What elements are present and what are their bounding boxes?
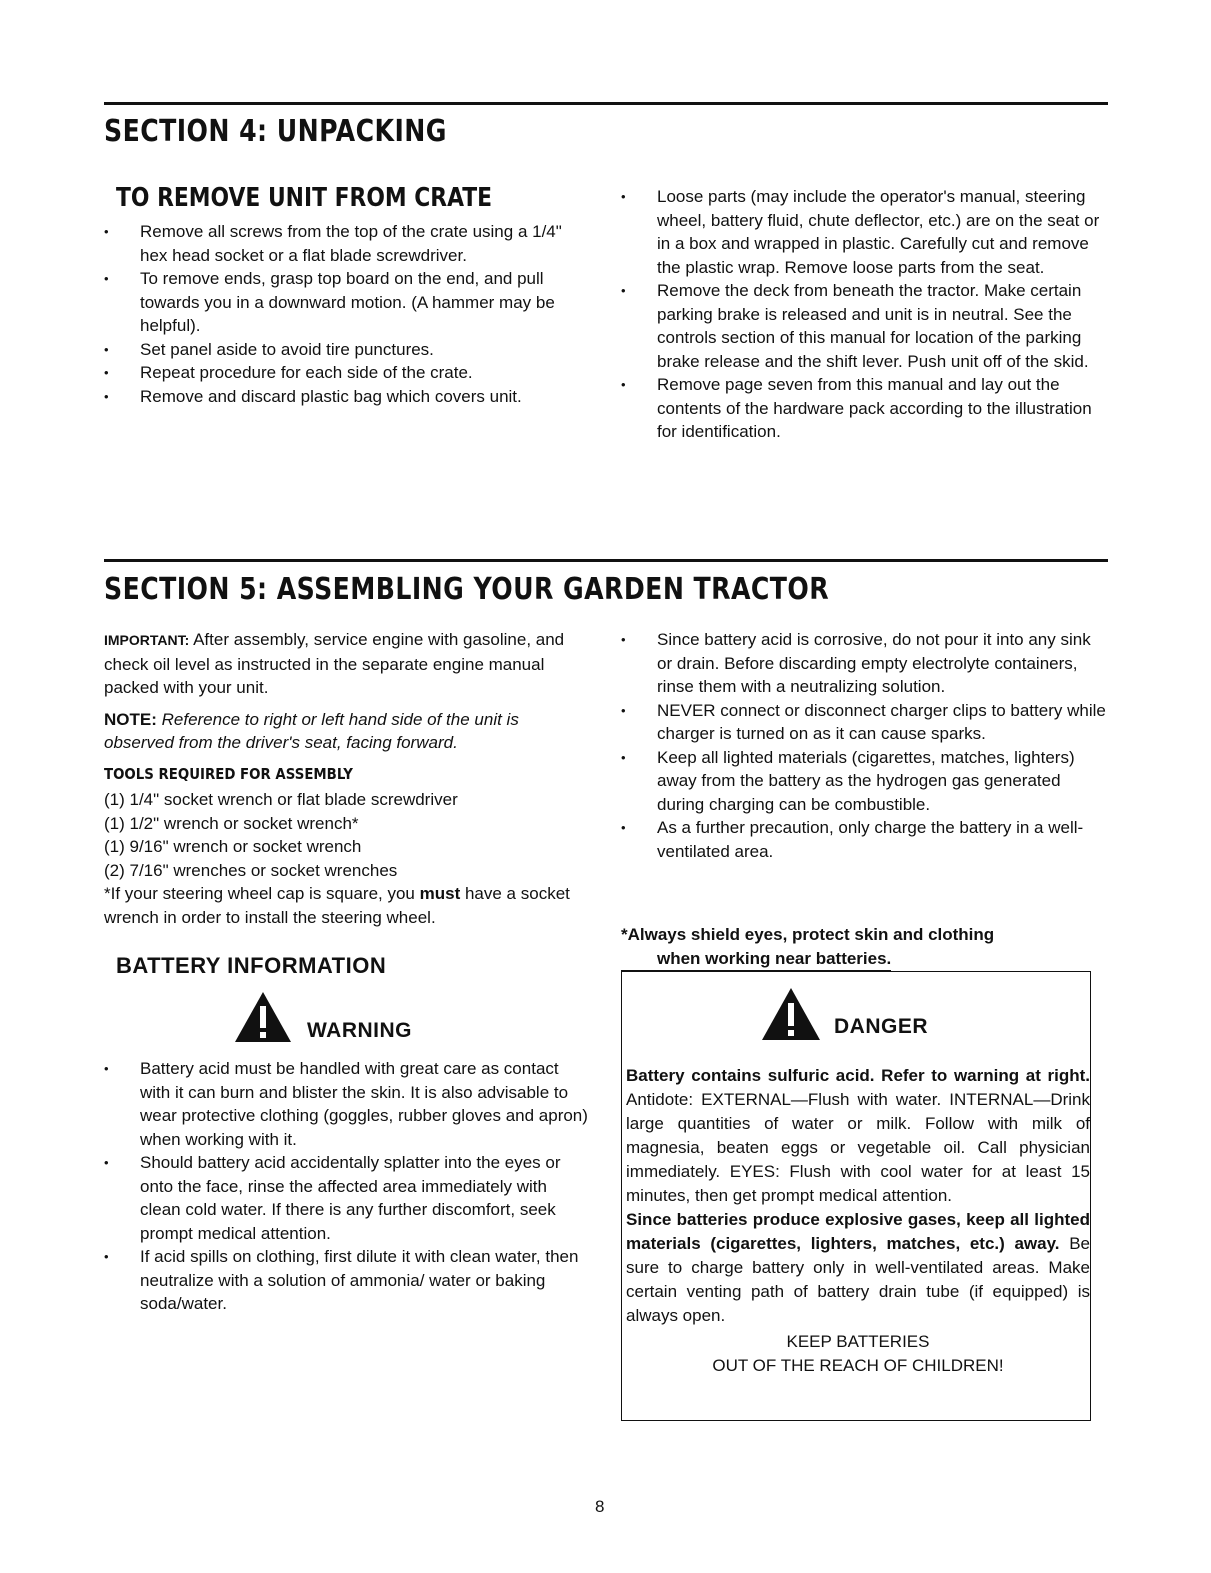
list-item: • Battery acid must be handled with great care as contact with it can burn and blister the skin. It is also advisable to wear protective clothing (goggles, rubber gloves and apron) when working with it. bbox=[104, 1057, 588, 1151]
tool-item: (1) 9/16" wrench or socket wrench bbox=[104, 837, 362, 856]
danger-text-1: Antidote: EXTERNAL—Flush with water. INTERNAL—Drink large quantities of water or milk. Follow with milk of magnesia, beaten eggs or vegetable oil. Call physician immediately. EYES: Flush with cool water for at least 15 minutes, then get prompt medical attention. bbox=[626, 1090, 1090, 1205]
list-item: • If acid spills on clothing, first dilute it with clean water, then neutralize with a solution of ammonia/ water or baking soda/water. bbox=[104, 1245, 588, 1316]
section4-right-list bbox=[621, 185, 1107, 444]
note-paragraph bbox=[104, 708, 590, 755]
section4-left-column bbox=[104, 220, 588, 408]
list-item: • Repeat procedure for each side of the crate. bbox=[104, 361, 588, 385]
battery-warning-column bbox=[104, 1057, 588, 1316]
always-notice-line2: when working near batteries. bbox=[621, 947, 891, 972]
section5-right-column bbox=[621, 628, 1107, 863]
steering-note-text-end: have a socket wrench in order to install the steering wheel. bbox=[104, 884, 570, 927]
tool-item: (2) 7/16" wrenches or socket wrenches bbox=[104, 860, 398, 880]
steering-note bbox=[104, 882, 590, 929]
danger-paragraph-1 bbox=[626, 1064, 1090, 1208]
section4-subtitle: TO REMOVE UNIT FROM CRATE bbox=[116, 183, 493, 213]
section4-title: SECTION 4: UNPACKING bbox=[104, 114, 447, 149]
danger-text-2: Be sure to charge battery only in well-ventilated areas. Make certain venting path of battery drain tube (if equipped) is always open. bbox=[626, 1234, 1090, 1325]
danger-keep-line1: KEEP BATTERIES bbox=[786, 1332, 930, 1351]
list-item: • Since battery acid is corrosive, do not pour it into any sink or drain. Before discarding empty electrolyte containers, rinse them with a neutralizing solution. bbox=[621, 628, 1107, 699]
battery-warning-list bbox=[104, 1057, 588, 1316]
page-number: 8 bbox=[595, 1497, 605, 1516]
tools-title: TOOLS REQUIRED FOR ASSEMBLY bbox=[104, 764, 353, 783]
section4-right-column bbox=[621, 185, 1107, 444]
important-text: After assembly, service engine with gasoline, and check oil level as instructed in the separate engine manual packed with your unit. bbox=[104, 630, 565, 697]
section4-left-list bbox=[104, 220, 588, 408]
section5-left-column bbox=[104, 628, 590, 929]
section5-title: SECTION 5: ASSEMBLING YOUR GARDEN TRACTOR bbox=[104, 572, 830, 607]
tools-list bbox=[104, 788, 590, 882]
important-paragraph bbox=[104, 628, 590, 700]
list-item: • Remove all screws from the top of the crate using a 1/4" hex head socket or a flat blade screwdriver. bbox=[104, 220, 588, 267]
warning-triangle-icon bbox=[233, 990, 293, 1049]
danger-heading bbox=[760, 986, 928, 1047]
important-label: IMPORTANT: bbox=[104, 632, 190, 648]
list-item: • Remove the deck from beneath the tractor. Make certain parking brake is released and unit is in neutral. See the controls section of this manual for location of the parking brake release and the shift lever. Push unit off of the skid. bbox=[621, 279, 1107, 373]
always-notice-line1: *Always shield eyes, protect skin and clothing bbox=[621, 925, 995, 944]
list-item: • Set panel aside to avoid tire punctures. bbox=[104, 338, 588, 362]
always-shield-notice bbox=[621, 923, 1107, 971]
danger-body bbox=[626, 1064, 1090, 1378]
tool-item: (1) 1/2" wrench or socket wrench* bbox=[104, 813, 359, 833]
tool-item: (1) 1/4" socket wrench or flat blade screwdriver bbox=[104, 790, 458, 809]
note-label: NOTE: bbox=[104, 709, 157, 729]
warning-heading bbox=[233, 990, 412, 1049]
steering-note-text: *If your steering wheel cap is square, you bbox=[104, 884, 420, 903]
list-item: • Remove page seven from this manual and lay out the contents of the hardware pack according to the illustration for identification. bbox=[621, 373, 1107, 444]
steering-note-emphasis: must bbox=[419, 884, 461, 903]
list-item: • Loose parts (may include the operator's manual, steering wheel, battery fluid, chute deflector, etc.) are on the seat or in a box and wrapped in plastic. Carefully cut and remove the plastic wrap. Remove loose parts from the seat. bbox=[621, 185, 1107, 279]
list-item: • Keep all lighted materials (cigarettes, matches, lighters) away from the battery as the hydrogen gas generated during charging can be combustible. bbox=[621, 746, 1107, 817]
danger-box bbox=[621, 971, 1091, 1421]
warning-label: WARNING bbox=[307, 1019, 412, 1042]
list-item: • Remove and discard plastic bag which covers unit. bbox=[104, 385, 588, 409]
danger-bold-2: Since batteries produce explosive gases, keep all lighted materials (cigarettes, lighters, matches, etc.) away. bbox=[626, 1210, 1090, 1253]
danger-label: DANGER bbox=[834, 1015, 929, 1038]
danger-paragraph-2 bbox=[626, 1208, 1090, 1328]
danger-bold-1: Battery contains sulfuric acid. Refer to warning at right. bbox=[626, 1066, 1090, 1085]
note-text: Reference to right or left hand side of the unit is observed from the driver's seat, facing forward. bbox=[104, 709, 519, 752]
section5-right-list bbox=[621, 628, 1107, 863]
section5-top-rule bbox=[104, 559, 1108, 562]
list-item: • Should battery acid accidentally splatter into the eyes or onto the face, rinse the affected area immediately with clean cold water. If there is any further discomfort, seek prompt medical attention. bbox=[104, 1151, 588, 1245]
danger-keep-line2: OUT OF THE REACH OF CHILDREN! bbox=[712, 1356, 1004, 1375]
list-item: • NEVER connect or disconnect charger clips to battery while charger is turned on as it can cause sparks. bbox=[621, 699, 1107, 746]
list-item: • As a further precaution, only charge the battery in a well-ventilated area. bbox=[621, 816, 1107, 863]
section4-top-rule bbox=[104, 102, 1108, 105]
list-item: • To remove ends, grasp top board on the end, and pull towards you in a downward motion. (A hammer may be helpful). bbox=[104, 267, 588, 338]
danger-triangle-icon bbox=[760, 986, 822, 1047]
battery-information-title: BATTERY INFORMATION bbox=[116, 953, 387, 978]
